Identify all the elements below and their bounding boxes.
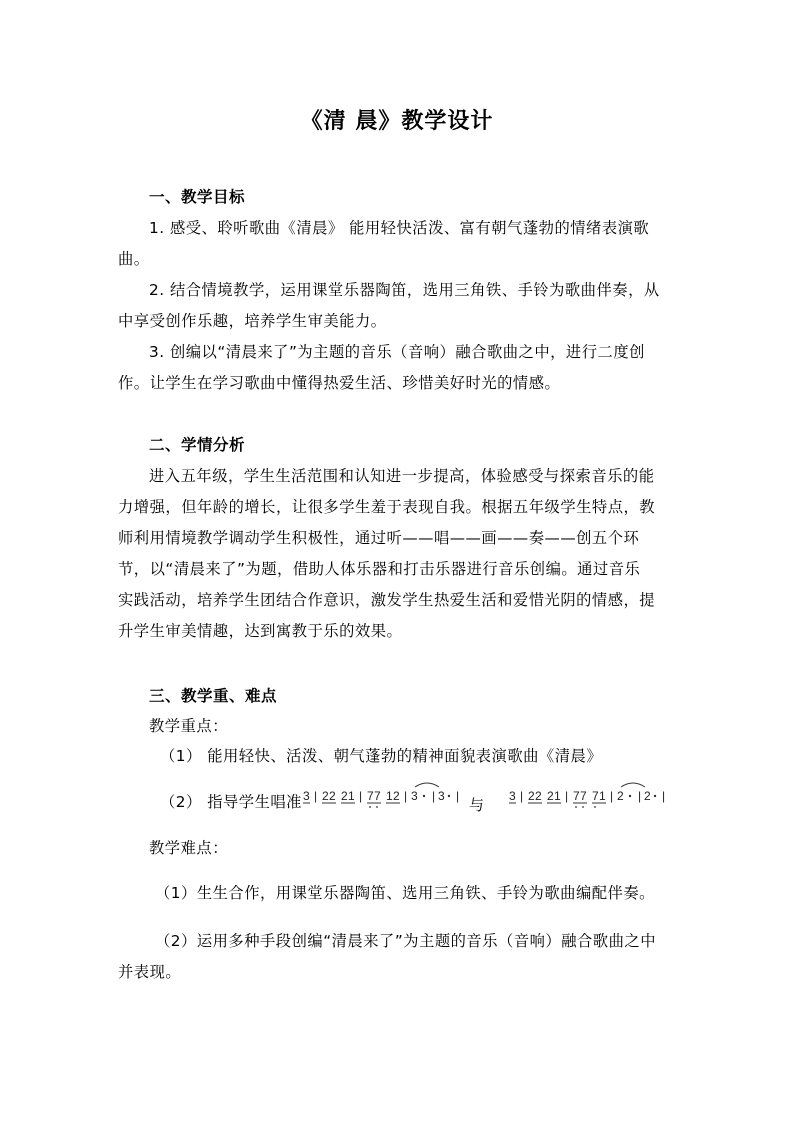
- objective-line-1: 1. 感受、聆听歌曲《清晨》 能用轻快活泼、富有朝气蓬勃的情绪表演歌: [149, 219, 650, 237]
- objective-line-6: 作。让学生在学习歌曲中懂得热爱生活、珍惜美好时光的情感。: [118, 374, 561, 392]
- svg-text:|: |: [432, 789, 436, 803]
- connector-text: 与: [469, 796, 485, 814]
- document-title: 《清 晨》教学设计: [300, 109, 494, 134]
- svg-text:1: 1: [386, 789, 393, 803]
- objective-line-4: 中享受创作乐趣，培养学生审美能力。: [118, 312, 387, 330]
- svg-text:1: 1: [599, 789, 606, 803]
- svg-text:2: 2: [341, 789, 348, 803]
- section-heading-objectives: 一、教学目标: [149, 188, 246, 206]
- difficulty-1: （1）生生合作，用课堂乐器陶笛、选用三角铁、手铃为歌曲编配伴奏。: [155, 884, 655, 902]
- svg-text:|: |: [662, 789, 666, 803]
- analysis-line-4: 节，以“清晨来了”为题，借助人体乐器和打击乐器进行音乐创编。通过音乐: [118, 560, 641, 578]
- section-heading-analysis: 二、学情分析: [149, 436, 246, 454]
- difficulty-2: （2）运用多种手段创编“清晨来了”为主题的音乐（音响）融合歌曲之中: [155, 932, 656, 950]
- svg-text:2: 2: [617, 789, 624, 803]
- svg-text:2: 2: [393, 789, 400, 803]
- analysis-line-1: 进入五年级，学生生活范围和认知进一步提高，体验感受与探索音乐的能: [149, 467, 655, 485]
- svg-text:2: 2: [547, 789, 554, 803]
- analysis-line-2: 力增强，但年龄的增长，让很多学生羞于表现自我。根据五年级学生特点，教: [118, 498, 656, 516]
- jianpu-phrase-1: [303, 780, 465, 814]
- section-heading-key-difficulties: 三、教学重、难点: [149, 687, 278, 705]
- svg-text:7: 7: [580, 789, 587, 803]
- svg-text:3: 3: [411, 789, 418, 803]
- key-point-2-notation-row: [160, 780, 680, 816]
- svg-text:7: 7: [573, 789, 580, 803]
- objective-line-5: 3. 创编以“清晨来了”为主题的音乐（音响）融合歌曲之中，进行二度创: [149, 343, 645, 361]
- svg-text:3: 3: [509, 789, 516, 803]
- svg-text:1: 1: [348, 789, 355, 803]
- svg-text:2: 2: [329, 789, 336, 803]
- key-points-label: 教学重点：: [149, 717, 228, 735]
- svg-text:7: 7: [367, 789, 374, 803]
- jianpu-phrase-2: [509, 780, 671, 814]
- svg-text:|: |: [638, 789, 642, 803]
- svg-text:|: |: [520, 789, 524, 803]
- objective-line-2: 曲。: [118, 250, 150, 268]
- difficulty-2-continued: 并表现。: [118, 963, 182, 981]
- svg-text:1: 1: [554, 789, 561, 803]
- svg-text:|: |: [359, 789, 363, 803]
- svg-text:|: |: [610, 789, 614, 803]
- key-point-2: （2） 指导学生唱准: [160, 793, 302, 811]
- svg-text:|: |: [314, 789, 318, 803]
- svg-text:2: 2: [322, 789, 329, 803]
- analysis-line-5: 实践活动，培养学生团结合作意识，激发学生热爱生活和爱惜光阴的情感，提: [118, 591, 656, 609]
- svg-text:7: 7: [374, 789, 381, 803]
- objective-line-3: 2. 结合情境教学，运用课堂乐器陶笛，选用三角铁、手铃为歌曲伴奏，从: [149, 281, 660, 299]
- analysis-line-3: 师利用情境教学调动学生积极性，通过听——唱——画——奏——创五个环: [118, 529, 640, 547]
- svg-text:2: 2: [528, 789, 535, 803]
- difficulties-label: 教学难点：: [149, 839, 228, 857]
- svg-text:2: 2: [535, 789, 542, 803]
- note: 3: [303, 789, 310, 803]
- svg-text:|: |: [456, 789, 460, 803]
- svg-text:|: |: [404, 789, 408, 803]
- svg-text:3: 3: [438, 789, 445, 803]
- svg-text:|: |: [565, 789, 569, 803]
- svg-text:2: 2: [644, 789, 651, 803]
- svg-text:7: 7: [592, 789, 599, 803]
- analysis-line-6: 升学生审美情趣，达到寓教于乐的效果。: [118, 622, 403, 640]
- key-point-1: （1） 能用轻快、活泼、朝气蓬勃的精神面貌表演歌曲《清晨》: [160, 747, 603, 765]
